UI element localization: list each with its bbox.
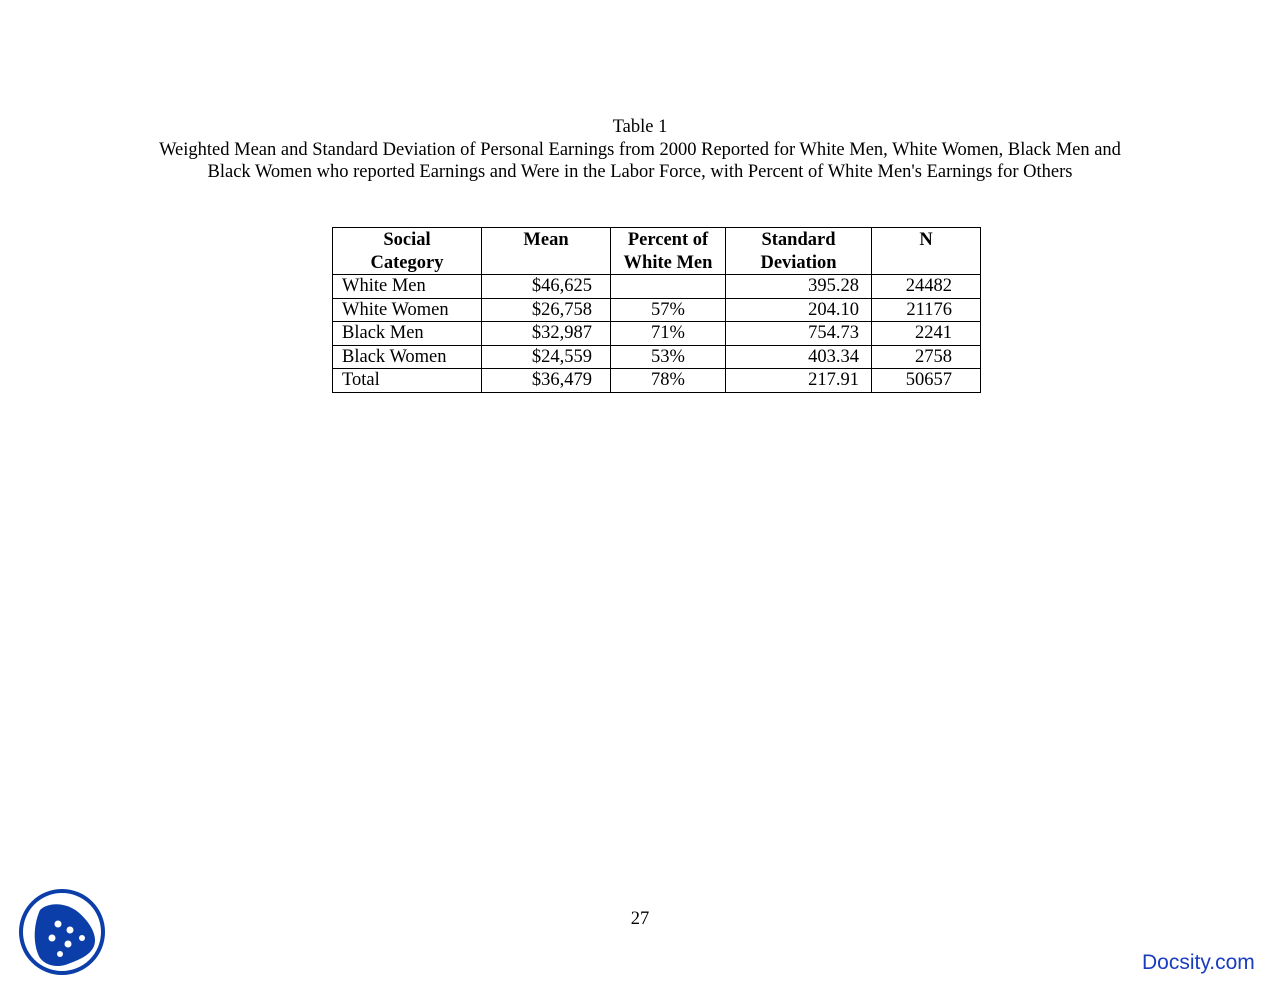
cell-mean: $24,559 [482, 345, 611, 369]
page-number: 27 [630, 909, 650, 929]
table-row [333, 298, 981, 322]
cell-std-dev: 395.28 [726, 275, 872, 299]
docsity-brand-link[interactable]: Docsity.com [1142, 951, 1255, 974]
caption-line-2: Black Women who reported Earnings and Were in the Labor Force, with Percent of White Men's Earnings for Others [207, 162, 1073, 182]
caption-line-1: Weighted Mean and Standard Deviation of Personal Earnings from 2000 Reported for White Men, White Women, Black Men and [159, 139, 1121, 160]
docsity-logo-icon [18, 888, 106, 976]
cell-category: White Women [333, 298, 482, 322]
cell-n: 2758 [872, 345, 981, 369]
cell-percent: 53% [611, 345, 726, 369]
cell-mean: $46,625 [482, 275, 611, 299]
cell-percent: 57% [611, 298, 726, 322]
cell-n: 2241 [872, 322, 981, 346]
cell-category: Black Women [333, 345, 482, 369]
table-header-row [333, 228, 981, 275]
table-caption [0, 116, 1280, 184]
earnings-table [332, 227, 981, 393]
table-row [333, 275, 981, 299]
header-n: N [872, 228, 981, 275]
header-standard-deviation: Standard Deviation [726, 228, 872, 275]
cell-category: Total [333, 369, 482, 393]
cell-n: 21176 [872, 298, 981, 322]
table-row [333, 369, 981, 393]
cell-percent: 71% [611, 322, 726, 346]
cell-category: Black Men [333, 322, 482, 346]
header-percent-of-white-men: Percent of White Men [611, 228, 726, 275]
cell-category: White Men [333, 275, 482, 299]
cell-n: 24482 [872, 275, 981, 299]
cell-std-dev: 403.34 [726, 345, 872, 369]
table-row [333, 345, 981, 369]
cell-mean: $26,758 [482, 298, 611, 322]
cell-std-dev: 754.73 [726, 322, 872, 346]
cell-percent [611, 275, 726, 299]
header-mean: Mean [482, 228, 611, 275]
cell-percent: 78% [611, 369, 726, 393]
cell-mean: $36,479 [482, 369, 611, 393]
cell-std-dev: 204.10 [726, 298, 872, 322]
cell-mean: $32,987 [482, 322, 611, 346]
cell-n: 50657 [872, 369, 981, 393]
header-social-category: Social Category [333, 228, 482, 275]
table-label: Table 1 [612, 117, 668, 137]
table-row [333, 322, 981, 346]
cell-std-dev: 217.91 [726, 369, 872, 393]
